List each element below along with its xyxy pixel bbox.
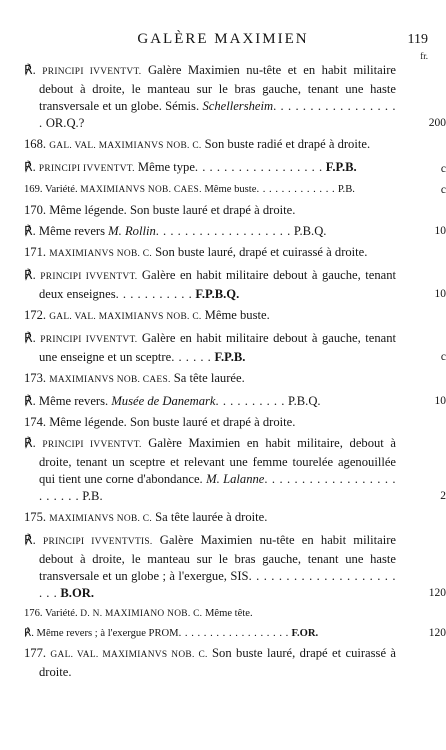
description: Son buste radié et drapé à droite. — [201, 137, 371, 151]
currency-unit: fr. — [420, 51, 428, 61]
variant-label: Variété. — [45, 608, 81, 619]
description: Son buste lauré, drapé et cuirassé à droite. — [152, 245, 368, 259]
rarity: OR.Q.? — [45, 116, 85, 130]
leader-dots: . . . . . . . . . . . — [115, 287, 193, 301]
coin-obverse-entry — [24, 645, 396, 681]
rarity: P.B.Q. — [288, 394, 321, 408]
reverse-marker: ℟. — [24, 436, 43, 450]
leader-dots: . . . . . . . . . . . . . — [256, 184, 336, 195]
price: 200 — [428, 117, 446, 129]
legend: MAXIMIANVS NOB. C. — [49, 514, 152, 524]
entry-number: 174. — [24, 415, 50, 429]
coin-obverse-entry — [24, 414, 396, 431]
collection-name: Musée de Danemark — [111, 394, 216, 408]
rarity: B.OR. — [60, 586, 94, 600]
rarity: F.OR. — [291, 628, 319, 639]
collection-name: Schellersheim — [202, 99, 274, 113]
rarity: P.B.Q. — [293, 224, 327, 238]
description: Même revers ; à l'exergue PROM — [36, 628, 179, 639]
legend: PRINCIPI IVVENTVT. — [40, 272, 138, 282]
coin-variant-entry — [24, 606, 396, 622]
leader-dots: . . . . . . . . . . — [215, 394, 285, 408]
price: c — [440, 163, 446, 175]
coin-obverse-entry — [24, 307, 396, 326]
description: Même revers — [38, 224, 109, 238]
coin-reverse-entry — [24, 159, 446, 178]
reverse-marker: ℟. — [24, 331, 41, 345]
description: Galère en habit militaire debout à gauche, tenant une enseigne et un sceptre — [39, 331, 397, 364]
price: 120 — [428, 627, 446, 639]
legend: PRINCIPI IVVENTVT. — [42, 440, 142, 450]
description: Même légende. Son buste lauré et drapé à droite. — [49, 415, 296, 429]
price: 10 — [434, 225, 446, 237]
rarity: F.P.B. — [325, 160, 357, 174]
collection-name: M. Lalanne — [206, 472, 265, 486]
description: Galère Maximien nu-tête en habit militaire debout à droite, le manteau sur le bras gauche, tenant une haste transversale et un globe ; à l'exergue, SIS — [39, 533, 396, 583]
description: Galère en habit militaire debout à gauche, tenant deux enseignes — [39, 268, 397, 301]
description: Même buste — [201, 184, 257, 195]
coin-variant-entry — [24, 182, 446, 198]
coin-obverse-entry — [24, 244, 396, 263]
coin-obverse-entry — [24, 136, 396, 155]
description: Même revers. — [38, 394, 112, 408]
legend: PRINCIPI IVVENTVT. — [40, 335, 138, 345]
description: Même tête. — [202, 608, 253, 619]
leader-dots: . . . . . . — [171, 350, 212, 364]
leader-dots: . . . . . . . . . . . . . . . . . . . — [155, 224, 291, 238]
price: 120 — [428, 587, 446, 599]
rarity: P.B. — [82, 489, 103, 503]
coin-obverse-entry — [24, 202, 396, 219]
description: Son buste lauré, drapé et cuirassé à droite. — [39, 646, 397, 679]
legend: MAXIMIANVS NOB. C. — [49, 249, 152, 259]
reverse-marker: ℟. — [24, 224, 39, 238]
price: c — [440, 351, 446, 363]
description: Sa tête laurée. — [170, 371, 245, 385]
leader-dots: . . . . . . . . . . . . . . . . . . . . . . . . — [39, 472, 397, 503]
entry-number: 169. — [24, 184, 45, 195]
reverse-marker: ℟. — [24, 394, 39, 408]
legend: PRINCIPI IVVENTVT. — [38, 164, 135, 174]
rarity: P.B. — [337, 184, 355, 195]
price: 2 — [440, 490, 446, 502]
legend: GAL. VAL. MAXIMIANVS NOB. C. — [50, 650, 208, 660]
legend: GAL. VAL. MAXIMIANVS NOB. C. — [49, 141, 202, 151]
legend: MAXIMIANVS NOB. CAES. — [80, 185, 202, 195]
collection-name: M. Rollin — [108, 224, 156, 238]
leader-dots: . . . . . . . . . . . . . . . . . . . . . . . — [39, 569, 396, 600]
coin-reverse-entry — [24, 532, 446, 602]
description: Galère Maximien nu-tête et en habit militaire debout à droite, le manteau sur le bras gauche, tenant une haste transversale et un globe. Sémis. — [39, 63, 396, 113]
entry-number: 168. — [24, 137, 50, 151]
description: Galère Maximien en habit militaire, debout à droite, tenant un sceptre et relevant une femme tourelée agenouillée qui tient une corne d'abondance. — [39, 436, 397, 486]
description: Même type — [134, 160, 195, 174]
coin-reverse-entry — [24, 330, 446, 366]
coin-reverse-entry — [24, 626, 446, 641]
rarity: F.P.B. — [214, 350, 246, 364]
catalogue-body — [24, 62, 446, 685]
legend: PRINCIPI IVVENTVTIS. — [43, 537, 153, 547]
entry-number: 175. — [24, 510, 50, 524]
reverse-marker: ℟. — [24, 63, 43, 77]
reverse-marker: ℟. — [24, 628, 37, 639]
entry-number: 176. — [24, 608, 45, 619]
leader-dots: . . . . . . . . . . . . . . . . . . — [178, 628, 289, 639]
leader-dots: . . . . . . . . . . . . . . . . . . — [39, 99, 397, 130]
description: Même légende. Son buste lauré et drapé à droite. — [49, 203, 296, 217]
price: c — [440, 184, 446, 196]
entry-number: 170. — [24, 203, 50, 217]
coin-obverse-entry — [24, 370, 396, 389]
price: 10 — [434, 395, 446, 407]
rarity: F.P.B.Q. — [195, 287, 240, 301]
coin-reverse-entry — [24, 267, 446, 303]
entry-number: 171. — [24, 245, 50, 259]
entry-number: 172. — [24, 308, 50, 322]
reverse-marker: ℟. — [24, 268, 41, 282]
price: 10 — [434, 288, 446, 300]
coin-reverse-entry — [24, 435, 446, 505]
coin-reverse-entry — [24, 62, 446, 132]
legend: MAXIMIANVS NOB. CAES. — [49, 375, 171, 385]
page-number: 119 — [407, 32, 428, 47]
description: Même buste. — [201, 308, 270, 322]
reverse-marker: ℟. — [24, 533, 43, 547]
entry-number: 177. — [24, 646, 51, 660]
legend: D. N. MAXIMIANO NOB. C. — [80, 609, 203, 619]
coin-reverse-entry — [24, 393, 446, 410]
leader-dots: . . . . . . . . . . . . . . . . . . — [194, 160, 323, 174]
reverse-marker: ℟. — [24, 160, 39, 174]
coin-reverse-entry — [24, 223, 446, 240]
variant-label: Variété. — [45, 184, 81, 195]
page-title: GALÈRE MAXIMIEN — [137, 31, 309, 47]
legend: GAL. VAL. MAXIMIANVS NOB. C. — [49, 312, 202, 322]
description: Sa tête laurée à droite. — [152, 510, 268, 524]
coin-obverse-entry — [24, 509, 396, 528]
legend: PRINCIPI IVVENTVT. — [42, 67, 142, 77]
entry-number: 173. — [24, 371, 50, 385]
